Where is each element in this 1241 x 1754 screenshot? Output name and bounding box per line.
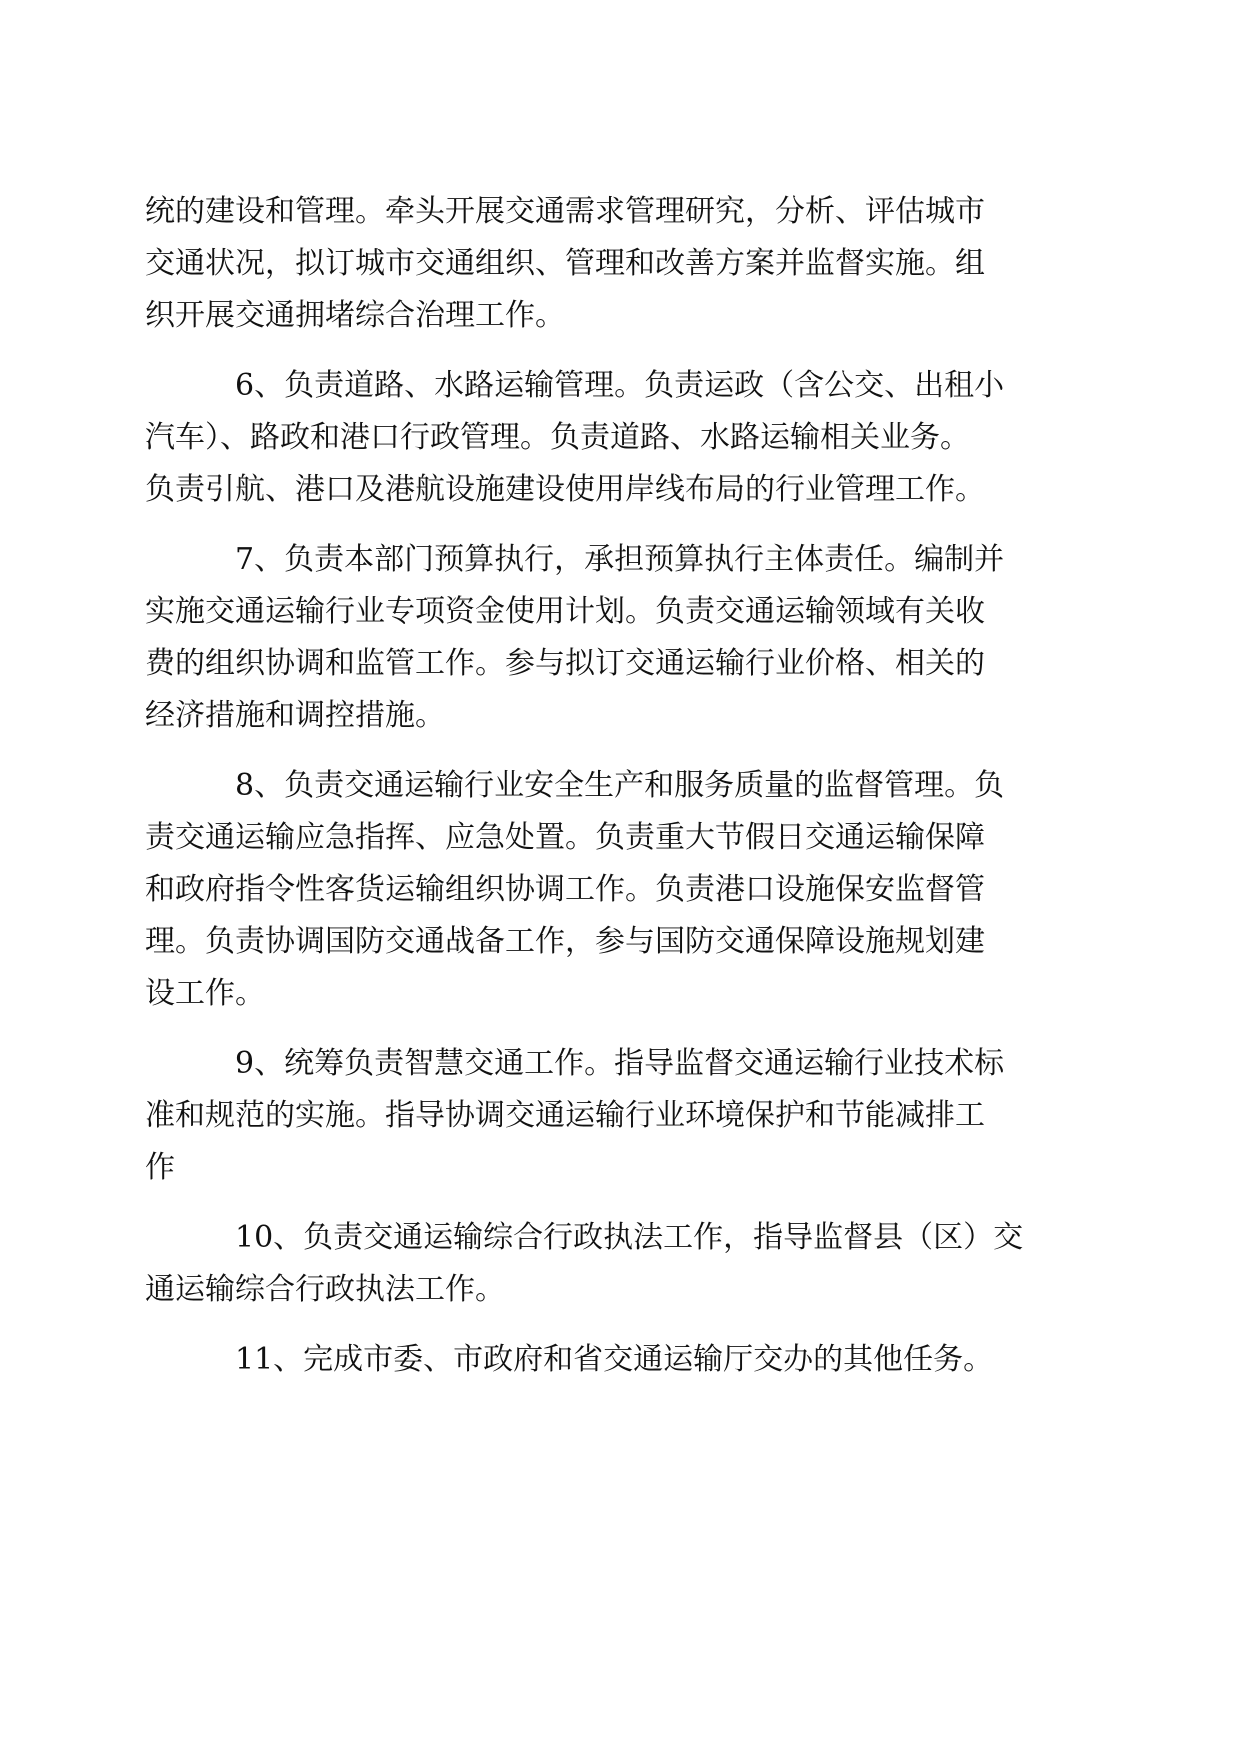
text-line: 作: [145, 1150, 175, 1185]
text-line: 9、统筹负责智慧交通工作。指导监督交通运输行业技术标: [235, 1046, 1005, 1081]
text-line: 统的建设和管理。牵头开展交通需求管理研究，分析、评估城市: [145, 194, 985, 229]
text-line: 设工作。: [145, 976, 265, 1011]
text-line: 10、负责交通运输综合行政执法工作，指导监督县（区）交: [235, 1220, 1024, 1255]
text-line: 8、负责交通运输行业安全生产和服务质量的监督管理。负: [235, 768, 1005, 803]
text-line: 理。负责协调国防交通战备工作，参与国防交通保障设施规划建: [145, 924, 985, 959]
text-line: 责交通运输应急指挥、应急处置。负责重大节假日交通运输保障: [145, 820, 985, 855]
text-line: 和政府指令性客货运输组织协调工作。负责港口设施保安监督管: [145, 872, 985, 907]
text-line: 负责引航、港口及港航设施建设使用岸线布局的行业管理工作。: [145, 472, 985, 507]
text-line: 11、完成市委、市政府和省交通运输厅交办的其他任务。: [235, 1342, 994, 1377]
text-line: 经济措施和调控措施。: [145, 698, 445, 733]
text-line: 实施交通运输行业专项资金使用计划。负责交通运输领域有关收: [145, 594, 985, 629]
text-line: 通运输综合行政执法工作。: [145, 1272, 505, 1307]
text-line: 7、负责本部门预算执行，承担预算执行主体责任。编制并: [235, 542, 1005, 577]
text-line: 交通状况，拟订城市交通组织、管理和改善方案并监督实施。组: [145, 246, 985, 281]
text-line: 准和规范的实施。指导协调交通运输行业环境保护和节能减排工: [145, 1098, 985, 1133]
text-line: 织开展交通拥堵综合治理工作。: [145, 298, 565, 333]
text-line: 费的组织协调和监管工作。参与拟订交通运输行业价格、相关的: [145, 646, 985, 681]
text-line: 6、负责道路、水路运输管理。负责运政（含公交、出租小: [235, 368, 1005, 403]
text-line: 汽车）、路政和港口行政管理。负责道路、水路运输相关业务。: [145, 420, 970, 455]
